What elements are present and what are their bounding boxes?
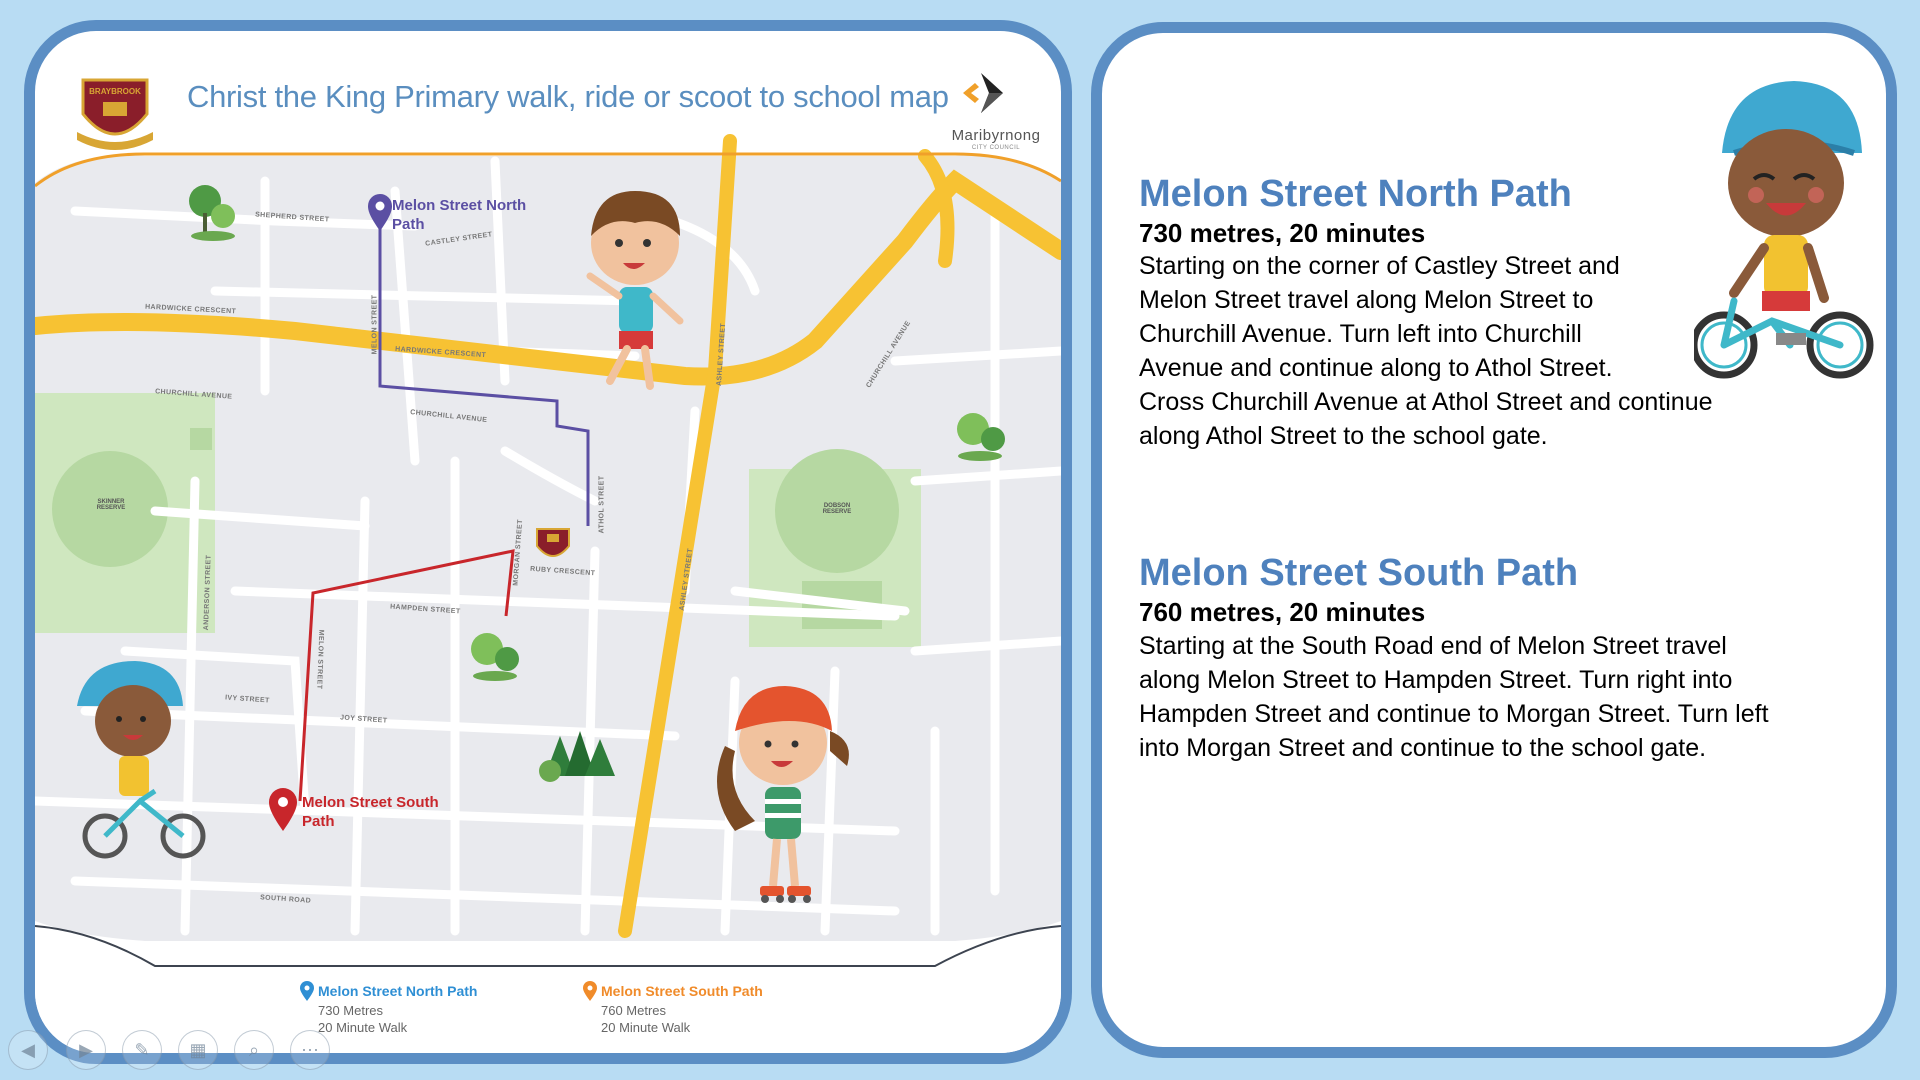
street-label-athol: ATHOL STREET: [598, 475, 606, 534]
street-label-ashley-south: ASHLEY STREET: [678, 547, 695, 612]
school-crest-logo: [77, 74, 153, 150]
reserve-label-dobson: DOBSON RESERVE: [822, 503, 852, 515]
street-label-morgan: MORGAN STREET: [512, 519, 525, 586]
map-panel: [24, 20, 1072, 1064]
more-options-button[interactable]: [290, 1030, 330, 1070]
pen-tool-button[interactable]: [122, 1030, 162, 1070]
south-path-line: Starting at the South Road end of Melon Street travel: [1139, 632, 1727, 660]
slides-grid-icon: ▦: [189, 1039, 207, 1060]
street-label-south-road: SOUTH ROAD: [259, 894, 312, 905]
south-path-heading: Melon Street South Path: [1139, 552, 1579, 594]
school-location-icon: [537, 529, 569, 556]
street-label-ashley: ASHLEY STREET: [715, 322, 728, 387]
next-arrow-icon: ▶: [79, 1039, 93, 1060]
north-path-map-label: Melon Street North Path: [392, 197, 527, 233]
street-label-melon-south: MELON STREET: [315, 629, 325, 690]
pen-icon: ✎: [134, 1039, 150, 1060]
north-path-line: Cross Churchill Avenue at Athol Street and continue: [1139, 388, 1713, 416]
legend-north: [318, 983, 477, 1036]
street-label-hardwicke-east: HARDWICKE CRESCENT: [394, 345, 487, 360]
cyclist-character-illustration: [1694, 63, 1874, 383]
zoom-button[interactable]: [234, 1030, 274, 1070]
street-label-churchill-west: CHURCHILL AVENUE: [154, 388, 233, 401]
legend-south-time: 20 Minute Walk: [601, 1020, 691, 1035]
street-label-melon-north: MELON STREET: [371, 294, 379, 355]
more-icon: ⋯: [301, 1039, 319, 1060]
north-path-line: Churchill Avenue. Turn left into Churchill: [1139, 320, 1582, 348]
north-path-line: Starting on the corner of Castley Street and: [1139, 252, 1620, 280]
info-panel: [1091, 22, 1897, 1058]
map-canvas: [35, 31, 1061, 1053]
north-path-heading: Melon Street North Path: [1139, 173, 1572, 215]
legend-south-title: Melon Street South Path: [601, 983, 763, 999]
street-label-ruby: RUBY CRESCENT: [529, 565, 596, 578]
south-path-description: [1139, 629, 1769, 765]
see-all-slides-button[interactable]: [178, 1030, 218, 1070]
street-label-hardwicke-west: HARDWICKE CRESCENT: [144, 303, 237, 316]
south-path-line: Hampden Street and continue to Morgan Street. Turn left: [1139, 700, 1769, 728]
council-logo: [941, 65, 1051, 165]
north-path-line: along Athol Street to the school gate.: [1139, 422, 1548, 450]
north-path-line: Melon Street travel along Melon Street to: [1139, 286, 1594, 314]
legend-north-time: 20 Minute Walk: [318, 1020, 408, 1035]
street-label-anderson: ANDERSON STREET: [202, 554, 213, 631]
legend-south-pin-icon: [583, 981, 597, 1001]
street-label-joy: JOY STREET: [339, 714, 388, 725]
south-path-map-label: Melon Street South Path: [302, 794, 439, 830]
council-name: Maribyrnong: [951, 127, 1041, 144]
map-title: Christ the King Primary walk, ride or scoot to school map: [187, 79, 949, 114]
street-label-shepherd: SHEPHERD STREET: [254, 211, 330, 224]
street-label-churchill-northeast: CHURCHILL AVENUE: [865, 319, 913, 390]
council-chevron-icon: [941, 65, 1051, 125]
map-header: [35, 31, 1061, 149]
street-label-churchill-middle: CHURCHILL AVENUE: [409, 408, 488, 425]
north-path-line: Avenue and continue along to Athol Street.: [1139, 354, 1613, 382]
legend-north-title: Melon Street North Path: [318, 983, 478, 999]
north-path-description: [1139, 249, 1713, 453]
north-path-meta: 730 metres, 20 minutes: [1139, 218, 1426, 248]
legend-south-distance: 760 Metres: [601, 1003, 667, 1018]
school-crest-text: BRAYBROOK: [89, 87, 141, 96]
street-label-hampden: HAMPDEN STREET: [389, 603, 461, 616]
next-slide-button[interactable]: [66, 1030, 106, 1070]
zoom-icon: ⌕: [248, 1039, 260, 1060]
legend-south: [601, 983, 763, 1036]
reserve-label-skinner: SKINNER RESERVE: [96, 499, 126, 511]
south-path-line: into Morgan Street and continue to the school gate.: [1139, 734, 1707, 762]
legend-north-pin-icon: [300, 981, 314, 1001]
previous-slide-button[interactable]: [8, 1030, 48, 1070]
prev-arrow-icon: ◀: [21, 1039, 35, 1060]
street-label-castley: CASTLEY STREET: [424, 231, 493, 248]
street-label-ivy: IVY STREET: [224, 694, 270, 705]
legend-north-distance: 730 Metres: [318, 1003, 384, 1018]
south-path-line: along Melon Street to Hampden Street. Turn right into: [1139, 666, 1733, 694]
south-path-meta: 760 metres, 20 minutes: [1139, 597, 1426, 627]
council-subtitle: CITY COUNCIL: [971, 145, 1021, 151]
